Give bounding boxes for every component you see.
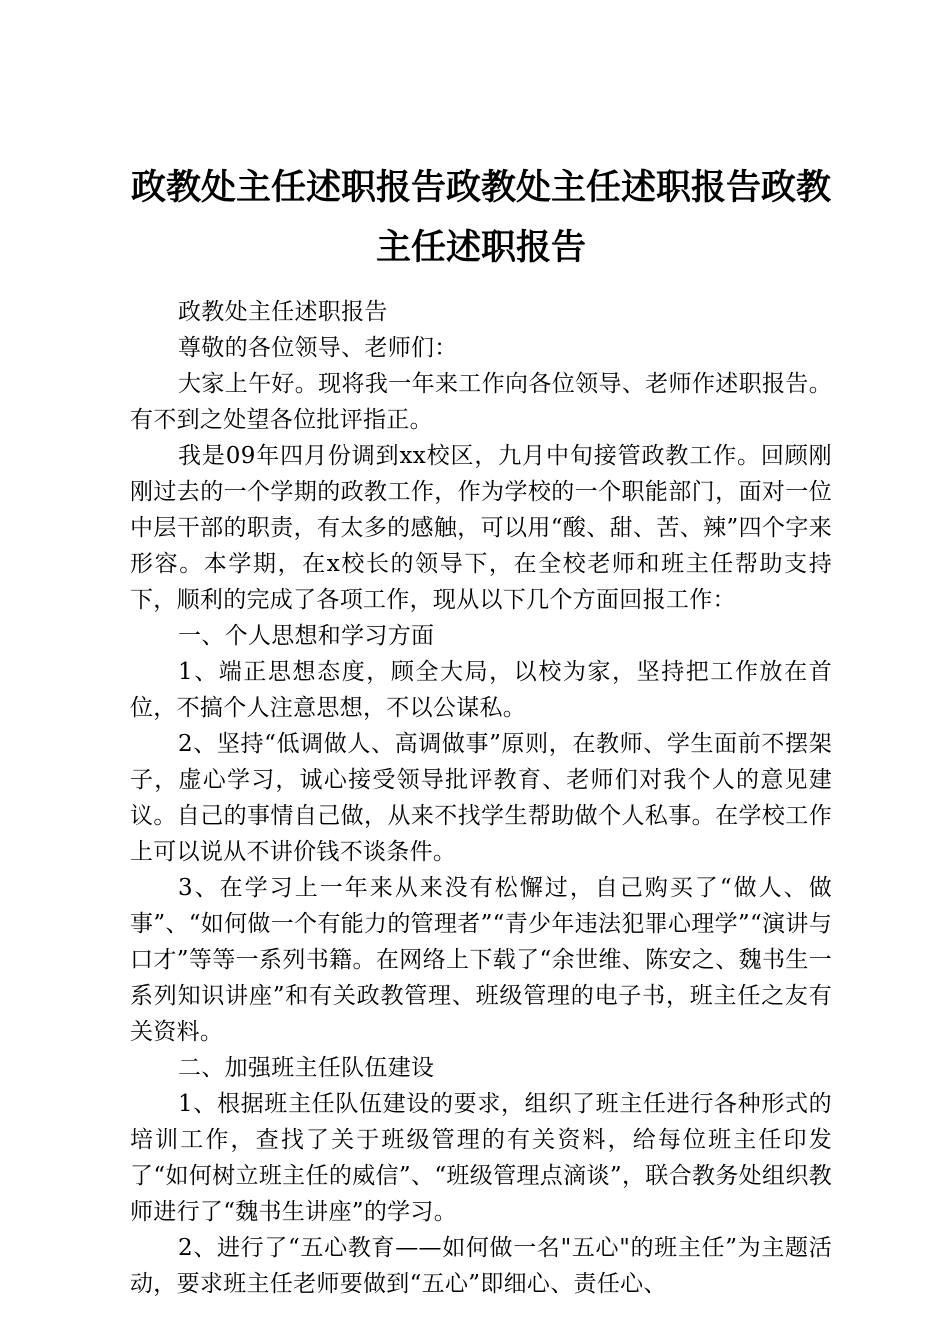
document-body — [130, 294, 832, 1302]
section-heading-1: 一、个人思想和学习方面 — [178, 623, 435, 649]
paragraph-item: 1、根据班主任队伍建设的要求，组织了班主任进行各种形式的培训工作，查找了关于班级管理的有关资料，给每位班主任印发了“如何树立班主任的威信”、“班级管理点滴谈”，联合教务处组织教师进行了“魏书生讲座”的学习。 — [130, 1091, 832, 1225]
paragraph-intro: 我是09年四月份调到xx校区，九月中旬接管政教工作。回顾刚刚过去的一个学期的政教工作，作为学校的一个职能部门，面对一位中层干部的职责，有太多的感触，可以用“酸、甜、苦、辣”四个字来形容。本学期，在x校长的领导下，在全校老师和班主任帮助支持下，顺利的完成了各项工作，现从以下几个方面回报工作： — [130, 443, 832, 613]
paragraph-heading: 政教处主任述职报告 — [178, 299, 388, 325]
paragraph-greeting: 大家上午好。现将我一年来工作向各位领导、老师作述职报告。有不到之处望各位批评指正。 — [130, 371, 832, 433]
document-title: 政教处主任述职报告政教处主任述职报告政教主任述职报告 — [130, 168, 831, 268]
paragraph-item: 2、进行了“五心教育——如何做一名"五心"的班主任”为主题活动，要求班主任老师要做到“五心”即细心、责任心、 — [130, 1235, 832, 1297]
section-heading-2: 二、加强班主任队伍建设 — [178, 1055, 435, 1081]
paragraph-item: 3、在学习上一年来从来没有松懈过，自己购买了“做人、做事”、“如何做一个有能力的管理者”“青少年违法犯罪心理学”“演讲与口才”等等一系列书籍。在网络上下载了“余世维、陈安之、魏书生一系列知识讲座”和有关政教管理、班级管理的电子书，班主任之友有关资料。 — [130, 875, 832, 1045]
paragraph-item: 1、端正思想态度，顾全大局，以校为家，坚持把工作放在首位，不搞个人注意思想，不以公谋私。 — [130, 659, 832, 721]
paragraph-item: 2、坚持“低调做人、高调做事”原则，在教师、学生面前不摆架子，虚心学习，诚心接受领导批评教育、老师们对我个人的意见建议。自己的事情自己做，从来不找学生帮助做个人私事。在学校工作上可以说从不讲价钱不谈条件。 — [130, 731, 832, 865]
paragraph-salutation: 尊敬的各位领导、老师们： — [178, 335, 458, 361]
